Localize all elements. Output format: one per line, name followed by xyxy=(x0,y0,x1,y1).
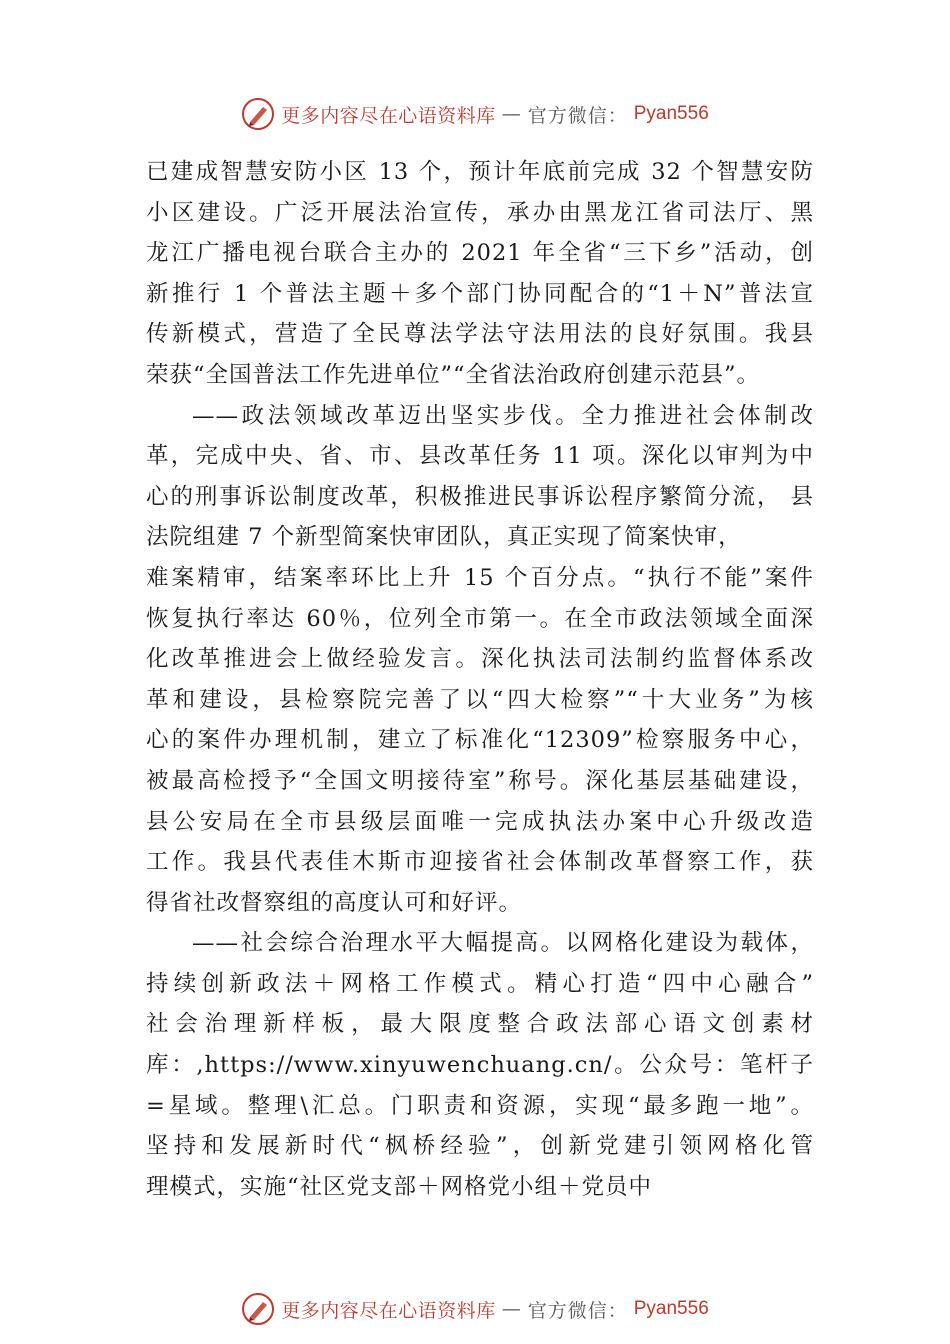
text-line: 持续创新政法＋网格工作模式。精心打造“四中心融合” xyxy=(146,970,814,997)
text-line: 县公安局在全市县级层面唯一完成执法办案中心升级改造 xyxy=(146,808,814,835)
text-line: 库：,https://www.xinyuwenchuang.cn/。公众号：笔杆子 xyxy=(146,1052,814,1079)
text-line: 革，完成中央、省、市、县改革任务 11 项。深化以审判为中 xyxy=(146,443,814,470)
text-line: 新推行 1 个普法主题＋多个部门协同配合的“1＋N”普法宣 xyxy=(146,280,814,307)
pen-nib-logo-icon xyxy=(241,97,275,131)
banner-site-text: 更多内容尽在心语资料库 xyxy=(281,1299,496,1322)
banner-wechat-id: Pyan556 xyxy=(633,103,709,124)
text-line: 荣获“全国普法工作先进单位”“全省法治政府创建示范县”。 xyxy=(146,361,761,388)
text-line: 已建成智慧安防小区 13 个，预计年底前完成 32 个智慧安防 xyxy=(146,159,814,185)
text-line: 难案精审，结案率环比上升 15 个百分点。“执行不能”案件 xyxy=(146,564,814,591)
pen-nib-logo-icon xyxy=(241,1292,275,1326)
banner-label: 官方微信： xyxy=(527,1299,628,1322)
banner-wechat-id: Pyan556 xyxy=(633,1298,709,1319)
text-line: 化改革推进会上做经验发言。深化执法司法制约监督体系改 xyxy=(146,646,814,673)
text-line: 龙江广播电视台联合主办的 2021 年全省“三下乡”活动，创 xyxy=(146,240,814,267)
text-line: 理模式，实施“社区党支部＋网格党小组＋党员中 xyxy=(146,1173,653,1200)
text-line: 心的案件办理机制，建立了标准化“12309”检察服务中心， xyxy=(146,727,814,754)
text-line: 心的刑事诉讼制度改革，积极推进民事诉讼程序繁简分流， 县 xyxy=(146,483,814,510)
text-line: 小区建设。广泛开展法治宣传，承办由黑龙江省司法厅、黑 xyxy=(146,199,814,226)
text-line: ——政法领域改革迈出坚实步伐。全力推进社会体制改 xyxy=(192,402,814,429)
footer-banner xyxy=(0,1289,950,1329)
text-line: 法院组建 7 个新型简案快审团队，真正实现了简案快审， xyxy=(146,524,742,551)
text-line: 革和建设，县检察院完善了以“四大检察”“十大业务”为核 xyxy=(146,686,814,713)
text-line: 坚持和发展新时代“枫桥经验”，创新党建引领网格化管 xyxy=(146,1133,814,1160)
banner-separator: — xyxy=(501,1298,522,1320)
text-line: 社会治理新样板，最大限度整合政法部心语文创素材 xyxy=(146,1011,814,1038)
text-line: =星域。整理\汇总。门职责和资源，实现“最多跑一地”。 xyxy=(146,1092,814,1119)
text-line: 工作。我县代表佳木斯市迎接省社会体制改革督察工作，获 xyxy=(146,849,814,876)
text-line: 传新模式，营造了全民尊法学法守法用法的良好氛围。我县 xyxy=(146,321,814,348)
banner-site-text: 更多内容尽在心语资料库 xyxy=(281,104,496,127)
banner-label: 官方微信： xyxy=(527,104,628,127)
document-body xyxy=(146,152,814,1207)
text-line: 恢复执行率达 60％，位列全市第一。在全市政法领域全面深 xyxy=(146,605,814,632)
text-line: 被最高检授予“全国文明接待室”称号。深化基层基础建设， xyxy=(146,767,814,794)
text-line: 得省社改督察组的高度认可和好评。 xyxy=(146,889,523,916)
header-banner xyxy=(0,94,950,134)
text-line: ——社会综合治理水平大幅提高。以网格化建设为载体， xyxy=(192,930,814,957)
banner-separator: — xyxy=(501,103,522,125)
